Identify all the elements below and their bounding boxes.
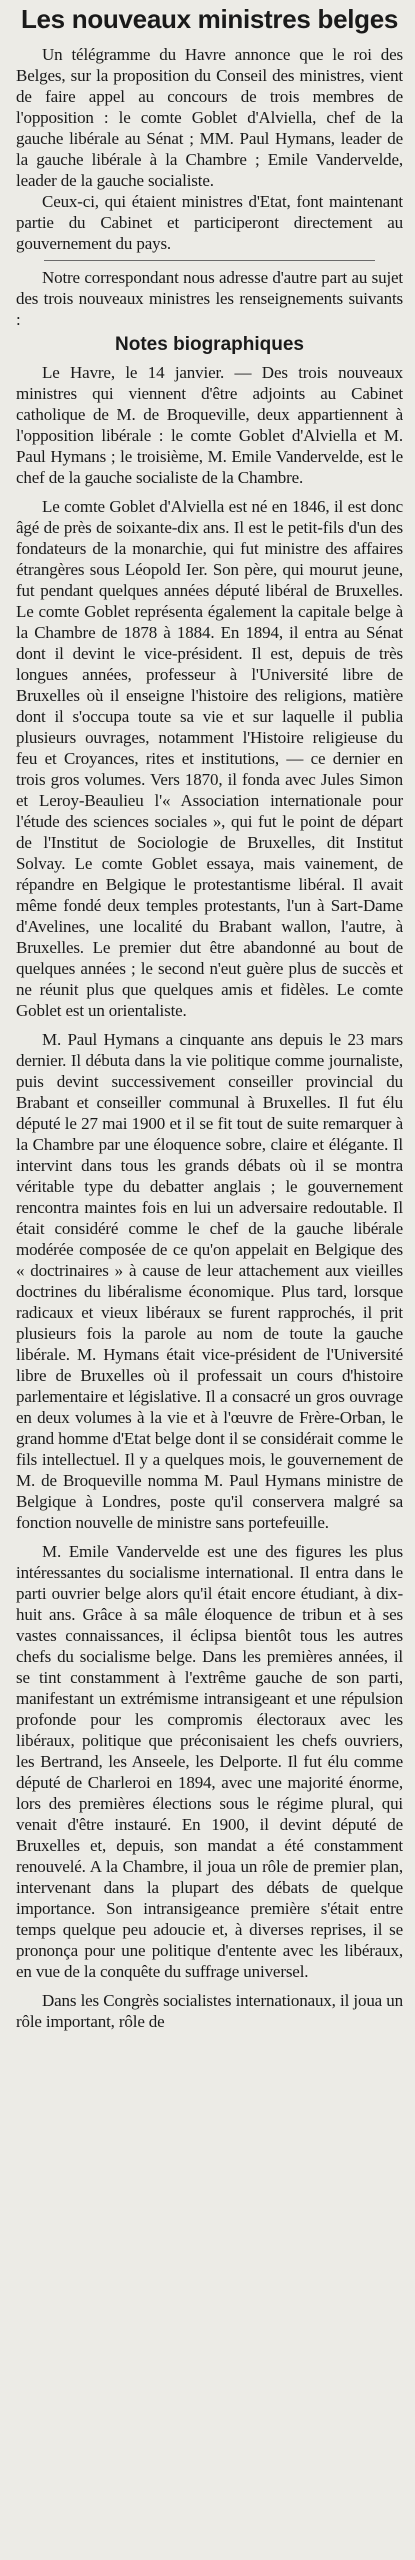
body-paragraph: Le Havre, le 14 janvier. — Des trois nouveaux ministres qui viennent d'être adjoints au Cabinet catholique de M. de Broqueville, deux appartiennent à l'opposition libérale : le comte Goblet d'Alviella et M. Paul Hymans ; le troisième, M. Emile Vandervelde, est le chef de la gauche socialiste de la Chambre. [16, 363, 403, 487]
body-paragraph: M. Paul Hymans a cinquante ans depuis le 23 mars dernier. Il débuta dans la vie politique comme journaliste, puis devint successivement conseiller provincial du Brabant et conseiller communal à Bruxelles. Il fut élu député le 27 mai 1900 et il se fit tout de suite remarquer à la Chambre par une éloquence sobre, claire et élégante. Il intervint dans tous les grands débats où il se montra véritable type du debatter anglais ; le gouvernement rencontra maintes fois en lui un adversaire redoutable. Il était considéré comme le chef de la gauche libérale modérée composée de ce qu'on appelait en Belgique des « doctrinaires » à cause de leur attachement aux vieilles doctrines du libéralisme économique. Plus tard, lorsque radicaux et vieux libéraux se furent rapprochés, il prit plusieurs fois la parole au nom de toute la gauche libérale. M. Hymans était vice-président de l'Université libre de Bruxelles où il professait un cours d'histoire parlementaire et législative. Il a consacré un gros ouvrage en deux volumes à la vie et à l'œuvre de Frère-Orban, le grand homme d'Etat belge dont il se considérait comme le fils intellectuel. Il y a quelques mois, le gouvernement de M. de Broqueville nomma M. Paul Hymans ministre de Belgique à Londres, poste qu'il conservera malgré sa fonction nouvelle de ministre sans portefeuille. [16, 1030, 403, 1532]
section-title: Notes biographiques [115, 334, 304, 355]
paragraph-gap [16, 1982, 403, 1990]
paragraph-gap [16, 488, 403, 496]
paragraph-gap [16, 1533, 403, 1541]
body-paragraph: Dans les Congrès socialistes internationaux, il joua un rôle important, rôle de [16, 1991, 403, 2031]
paragraph-gap [16, 1021, 403, 1029]
intro-paragraph: Ceux-ci, qui étaient ministres d'Etat, font maintenant partie du Cabinet et participeront directement au gouvernement du pays. [16, 192, 403, 253]
intro-paragraph: Notre correspondant nous adresse d'autre part au sujet des trois nouveaux ministres les renseignements suivants : [16, 268, 403, 329]
intro-paragraph: Un télégramme du Havre annonce que le roi des Belges, sur la proposition du Conseil des ministres, vient de faire appel au concours de trois membres de l'opposition : le comte Goblet d'Alviella, chef de la gauche libérale au Sénat ; MM. Paul Hymans, leader de la gauche libérale à la Chambre ; Emile Vandervelde, leader de la gauche socialiste. [16, 45, 403, 190]
article-headline: Les nouveaux ministres belges [20, 4, 399, 34]
body-paragraph: M. Emile Vandervelde est une des figures les plus intéressantes du socialisme international. Il entra dans le parti ouvrier belge alors qu'il était encore étudiant, à dix-huit ans. Grâce à sa mâle éloquence de tribun et à ses vastes connaissances, il éclipsa bientôt tous les autres chefs du socialisme belge. Dans les premières années, il se tint constamment à l'extrême gauche de son parti, manifestant un extrémisme intransigeant et une répulsion profonde pour les compromis électoraux avec les libéraux, politique que préconisaient les chefs ouvriers, les Bertrand, les Anseele, les Delporte. Il fut élu comme député de Charleroi en 1894, avec une majorité énorme, lors des premières élections sous le régime plural, qui venait d'être instauré. En 1900, il devint député de Bruxelles et, depuis, son mandat a été constamment renouvelé. A la Chambre, il joua un rôle de premier plan, intervenant dans la plupart des débats de quelque importance. Son intransigeance première s'était entre temps quelque peu adoucie et, à diverses reprises, il se prononça pour une politique d'entente avec les libéraux, en vue de la conquête du suffrage universel. [16, 1542, 403, 1981]
body-paragraph: Le comte Goblet d'Alviella est né en 1846, il est donc âgé de près de soixante-dix ans. Il est le petit-fils d'un des fondateurs de la monarchie, qui fut ministre des affaires étrangères sous Léopold Ier. Son père, qui mourut jeune, fut pendant quelques années député libéral de Bruxelles. Le comte Goblet représenta également la capitale belge à la Chambre de 1878 à 1884. En 1894, il entra au Sénat dont il devint le vice-président. Il est, depuis de très longues années, professeur à l'Université libre de Bruxelles où il enseigne l'histoire des religions, matière dont il s'occupa toute sa vie et sur laquelle il publia plusieurs ouvrages, notamment l'Histoire religieuse du feu et Croyances, rites et institutions, — ce dernier en trois gros volumes. Vers 1870, il fonda avec Jules Simon et Leroy-Beaulieu l'« Association internationale pour l'étude des sciences sociales », qui fut le point de départ de l'Institut de Sociologie de Bruxelles, dit Institut Solvay. Le comte Goblet essaya, mais vainement, de répandre en Belgique le protestantisme libéral. Il avait même fondé deux temples protestants, l'un à Sart-Dame d'Avelines, une localité du Brabant wallon, l'autre, à Bruxelles. Le premier dut être abandonné au bout de quelques années ; le second n'eut guère plus de succès et ne réunit plus que quelques amis et fidèles. Le comte Goblet est un orientaliste. [16, 497, 403, 1020]
divider [44, 260, 375, 261]
